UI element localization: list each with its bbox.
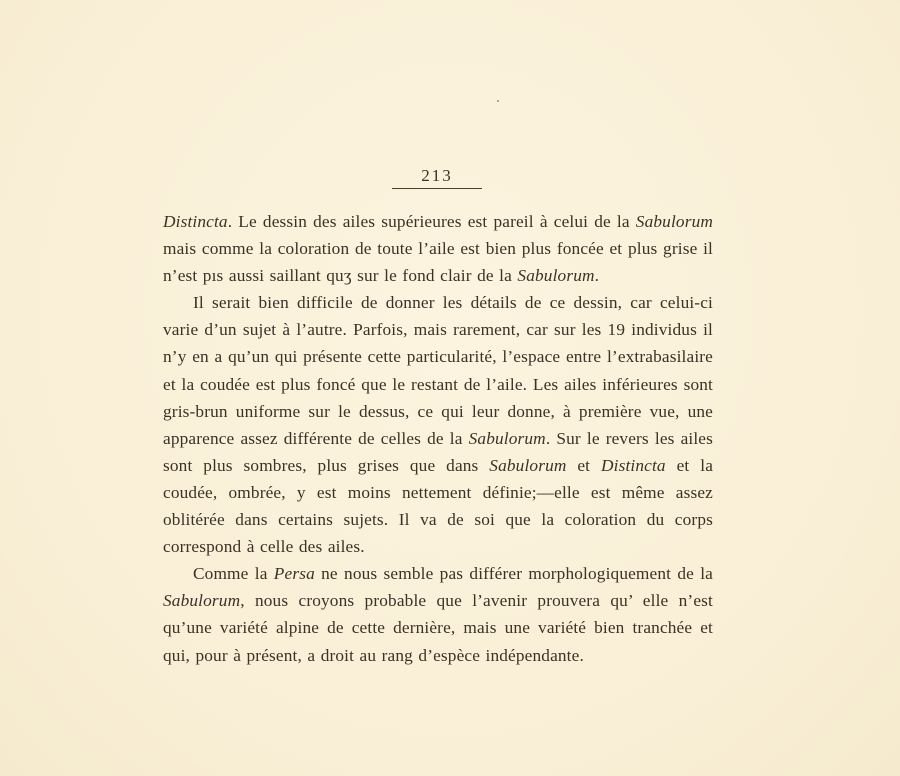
paragraph-2 xyxy=(163,289,713,560)
paper-speck xyxy=(497,100,499,102)
species-name: Sabulorum xyxy=(489,455,567,475)
species-name: Sabulorum xyxy=(163,591,241,611)
text-run: et xyxy=(566,455,602,475)
species-name: Persa xyxy=(273,564,315,584)
species-name: Distincta xyxy=(163,212,228,231)
text-run: , nous croyons probable que l’avenir prouvera qu’ elle n’est qu’une variété alpine de cette dernière, mais une variété bien tranchée et qui, pour à présent, a droit au rang d’espèce indépendante. xyxy=(163,591,713,665)
text-run: . Sur le revers les ailes sont plus sombres, plus grises que dans xyxy=(163,428,713,475)
text-run: Il serait bien difficile de donner les détails de ce dessin, car celui-ci varie d’un sujet à l’autre. Parfois, mais rarement, car sur les 19 individus il n’y en a qu’un qui présente cette particularité, l’espace entre l’extrabasilaire et la coudée est plus foncé que le restant de l’aile. Les ailes inférieures sont gris-brun uniforme sur le dessus, ce qui leur donne, à première vue, une apparence assez différente de celles de la xyxy=(163,293,713,448)
species-name: Sabulorum xyxy=(517,266,595,286)
text-run: ne nous semble pas différer morphologiquement de la xyxy=(314,564,714,584)
paragraph-3 xyxy=(163,560,713,668)
body-text xyxy=(163,208,713,669)
text-run: . xyxy=(594,266,600,286)
paragraph-1 xyxy=(163,208,713,289)
text-run: mais comme la coloration de toute l’aile est bien plus foncée et plus grise il n’est pıs aussi saillant quʒ sur le fond clair de la xyxy=(163,239,713,286)
species-name: Sabulorum xyxy=(468,428,546,448)
text-run: Comme la xyxy=(193,564,274,584)
text-run: . Le dessin des ailes supérieures est pareil à celui de la xyxy=(227,212,636,231)
species-name: Sabulorum xyxy=(635,212,713,231)
species-name: Distincta xyxy=(601,455,666,475)
text-run: et la coudée, ombrée, y est moins nettement définie;—elle est même assez oblitérée dans certains sujets. Il va de soi que la coloration du corps correspond à celle des ailes. xyxy=(163,455,714,557)
page-number: 213 xyxy=(392,166,482,189)
